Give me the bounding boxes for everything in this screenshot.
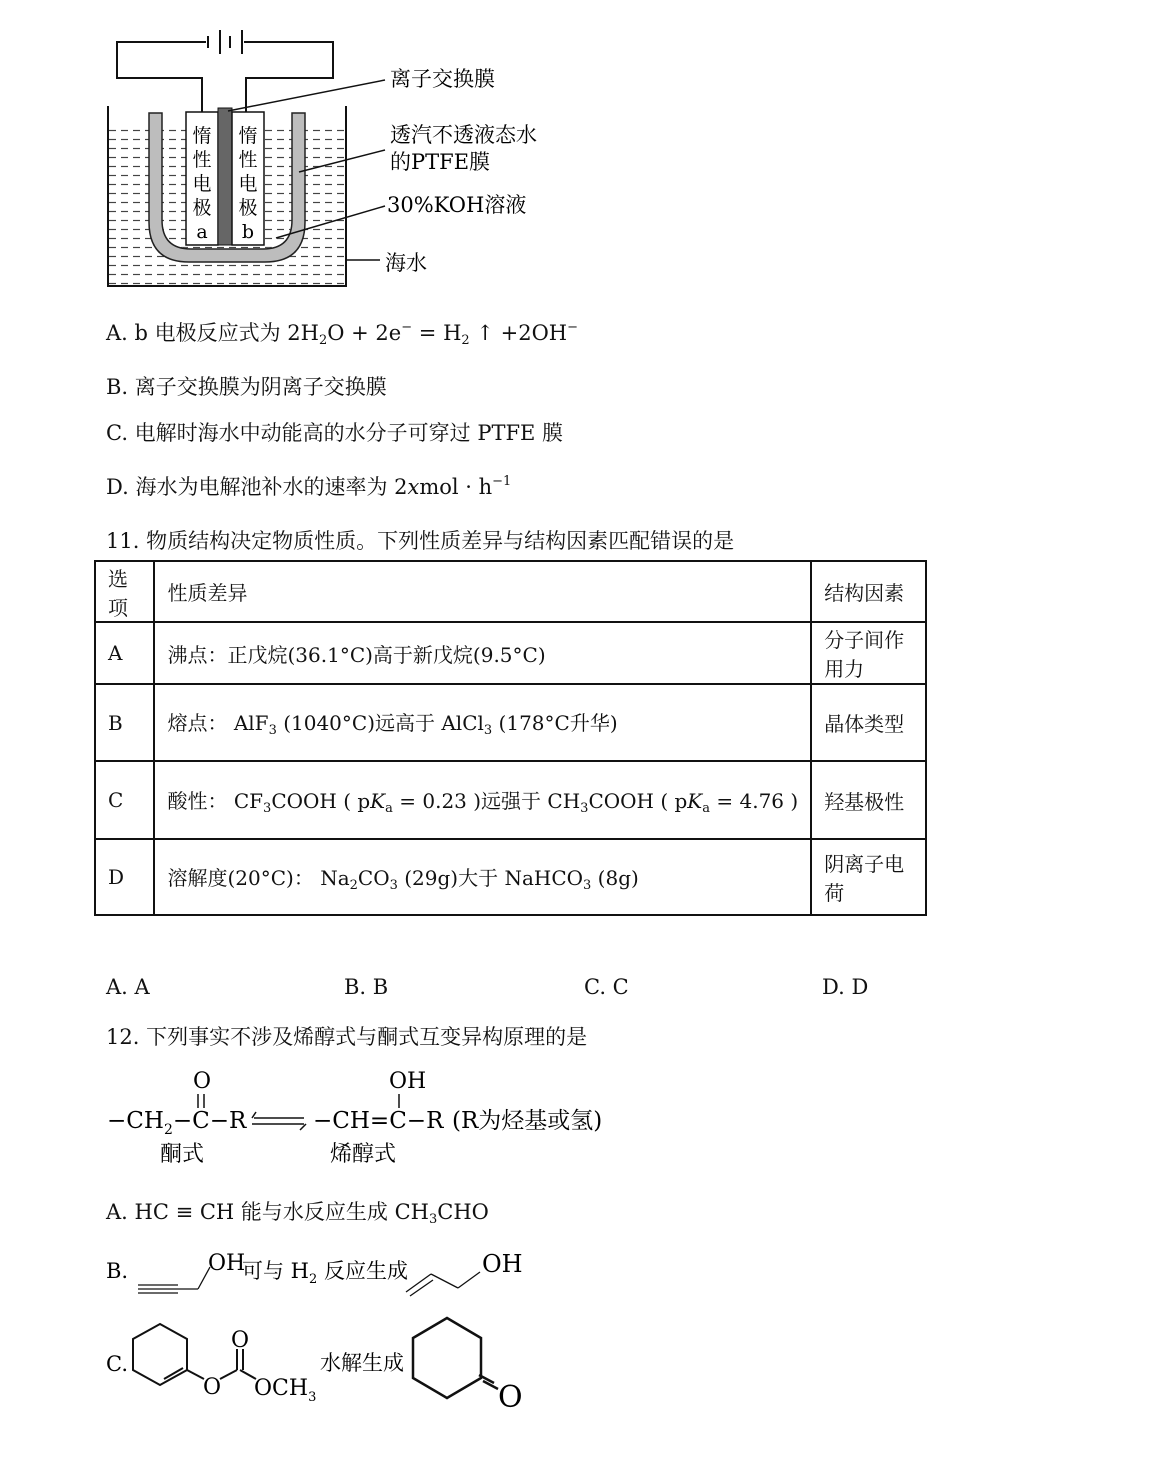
q10-option-c: C. 电解时海水中动能高的水分子可穿过 PTFE 膜 xyxy=(106,421,564,445)
ketone-oxygen: O xyxy=(498,1380,523,1415)
enol-right-part: −CH=C−R xyxy=(313,1108,444,1134)
q11-choice-b: B. B xyxy=(344,975,389,999)
keto-oxygen: O xyxy=(193,1069,212,1094)
propargyl-oh: OH xyxy=(208,1251,246,1276)
keto-left-part: $-CH_2-C-R$ xyxy=(107,1108,247,1138)
electrode-b-char: 电 xyxy=(238,173,258,195)
table-header-row xyxy=(95,561,926,622)
table-row xyxy=(95,622,926,684)
methoxy-group: $OCH_3$ xyxy=(254,1376,317,1405)
row-factor: 分子间作用力 xyxy=(811,622,926,684)
header-option: 选项 xyxy=(95,561,154,622)
row-option: D xyxy=(95,839,154,915)
enol-hydroxyl: OH xyxy=(389,1069,427,1094)
q12-option-b xyxy=(100,1240,560,1300)
equation-note: (R为烃基或氢) xyxy=(452,1108,603,1134)
row-option: B xyxy=(95,684,154,761)
table-row xyxy=(95,761,926,839)
electrode-a-char: 极 xyxy=(192,197,212,219)
row-option: C xyxy=(95,761,154,839)
electrolysis-diagram xyxy=(0,0,600,300)
q11-choice-a: A. A xyxy=(106,975,150,999)
q11-table xyxy=(94,560,927,916)
label-ion-exchange-membrane: 离子交换膜 xyxy=(390,67,495,91)
row-factor: 羟基极性 xyxy=(811,761,926,839)
label-ptfe-line2: 的PTFE膜 xyxy=(390,150,491,174)
row-factor: 阴离子电荷 xyxy=(811,839,926,915)
option-c-text: 水解生成 xyxy=(320,1351,404,1375)
electrode-b-char: 性 xyxy=(238,149,258,171)
option-b-label: B. xyxy=(106,1259,129,1283)
q10-option-d: D. 海水为电解池补水的速率为 2xmol · $h^{-1}$ xyxy=(106,474,512,499)
ester-oxygen: O xyxy=(203,1375,222,1400)
q12-option-a: A. HC ≡ CH 能与水反应生成 $CH_3CHO$ xyxy=(106,1200,489,1227)
q12-stem: 12. 下列事实不涉及烯醇式与酮式互变异构原理的是 xyxy=(106,1025,588,1049)
electrode-a-char: a xyxy=(196,221,208,243)
label-ptfe-line1: 透汽不透液态水 xyxy=(390,123,537,147)
row-option: A xyxy=(95,622,154,684)
q12-option-c xyxy=(100,1315,560,1475)
carbonyl-oxygen: O xyxy=(231,1328,250,1353)
label-keto: 酮式 xyxy=(160,1142,205,1167)
label-koh: 30%KOH溶液 xyxy=(387,193,527,217)
label-seawater: 海水 xyxy=(385,251,427,275)
ion-exchange-membrane xyxy=(218,108,232,245)
q11-choice-d: D. D xyxy=(822,975,869,999)
row-property: 熔点： AlF$_3$ (1040°C)远高于 AlCl$_3$ (178°C升华) xyxy=(154,684,811,761)
row-factor: 晶体类型 xyxy=(811,684,926,761)
keto-enol-equation xyxy=(0,1060,700,1170)
table-row xyxy=(95,684,926,761)
row-property: 酸性： $CF_3COOH$ ( $pK_a = 0.23$ )远强于 $CH_3COOH$ ( $pK_a = 4.76$ ) xyxy=(154,761,811,839)
label-enol: 烯醇式 xyxy=(330,1142,397,1167)
q11-stem: 11. 物质结构决定物质性质。下列性质差异与结构因素匹配错误的是 xyxy=(106,529,735,553)
header-factor: 结构因素 xyxy=(811,561,926,622)
electrode-b-char: 极 xyxy=(238,197,258,219)
electrode-b-char: b xyxy=(241,221,255,243)
option-c-label: C. xyxy=(106,1352,128,1376)
q10-option-a: A. b 电极反应式为 $2H_2O + 2e^- = H_2$ ↑ +2OH− xyxy=(106,320,579,348)
header-property: 性质差异 xyxy=(154,561,811,622)
row-property: 沸点：正戊烷(36.1°C)高于新戊烷(9.5°C) xyxy=(154,622,811,684)
row-property: 溶解度(20°C)： $Na_2CO_3$ (29g)大于 NaHCO$_3$ (8g) xyxy=(154,839,811,915)
q10-option-b: B. 离子交换膜为阴离子交换膜 xyxy=(106,375,387,399)
table-row xyxy=(95,839,926,915)
electrode-a-char: 电 xyxy=(192,173,212,195)
electrode-b-char: 惰 xyxy=(238,125,258,147)
electrode-a-char: 性 xyxy=(192,149,212,171)
option-b-text: 可与 $H_2$ 反应生成 xyxy=(242,1259,408,1287)
allyl-oh: OH xyxy=(482,1250,523,1278)
q11-choice-c: C. C xyxy=(584,975,629,999)
electrode-a-char: 惰 xyxy=(192,125,212,147)
